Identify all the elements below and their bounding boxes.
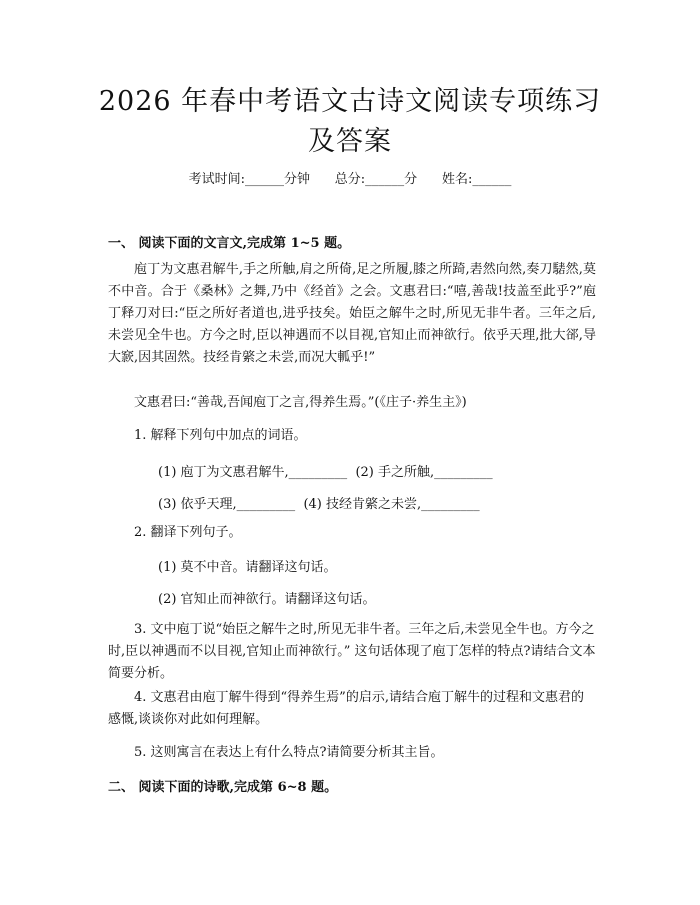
question-1: 1. 解释下列句中加点的词语。 xyxy=(134,428,307,443)
question-1-row-2: (3) 依乎天理,_________ (4) 技经肯綮之未尝,_________ xyxy=(158,497,480,512)
exam-info-line: 考试时间:______分钟 总分:______分 姓名:______ xyxy=(188,172,512,187)
passage-paragraph-1: 庖丁为文惠君解牛,手之所触,肩之所倚,足之所履,膝之所踦,砉然向然,奏刀騞然,莫不中音。合于《桑林》之舞,乃中《经首》之会。文惠君曰:“嘻,善哉!技盖至此乎?”庖丁释刀对曰:“臣之所好者道也,进乎技矣。始臣之解牛之时,所见无非牛者。三年之后,未尝见全牛也。方今之时,臣以神遇而不以目视,官知止而神欲行。依乎天理,批大郤,导大窾,因其固然。技经肯綮之未尝,而况大軱乎!” xyxy=(108,262,596,365)
question-2-item-2: (2) 官知止而神欲行。请翻译这句话。 xyxy=(158,592,376,607)
question-2: 2. 翻译下列句子。 xyxy=(134,525,242,540)
section-heading-1: 一、 阅读下面的文言文,完成第 1~5 题。 xyxy=(108,236,351,251)
document-title: 2026 年春中考语文古诗文阅读专项练习及答案 xyxy=(98,86,602,157)
question-4: 4. 文惠君由庖丁解牛得到“得养生焉”的启示,请结合庖丁解牛的过程和文惠君的感慨,谈谈你对此如何理解。 xyxy=(108,690,584,727)
question-5: 5. 这则寓言在表达上有什么特点?请简要分析其主旨。 xyxy=(134,745,444,760)
question-1-row-1: (1) 庖丁为文惠君解牛,_________ (2) 手之所触,_________ xyxy=(158,465,493,480)
passage-paragraph-2: 文惠君曰:“善哉,吾闻庖丁之言,得养生焉。”(《庄子·养生主》) xyxy=(134,395,467,410)
section-heading-2: 二、 阅读下面的诗歌,完成第 6~8 题。 xyxy=(108,780,338,795)
question-2-item-1: (1) 莫不中音。请翻译这句话。 xyxy=(158,560,337,575)
question-3: 3. 文中庖丁说“始臣之解牛之时,所见无非牛者。三年之后,未尝见全牛也。方今之时,臣以神遇而不以目视,官知止而神欲行。” 这句话体现了庖丁怎样的特点?请结合文本简要分析。 xyxy=(108,622,596,681)
